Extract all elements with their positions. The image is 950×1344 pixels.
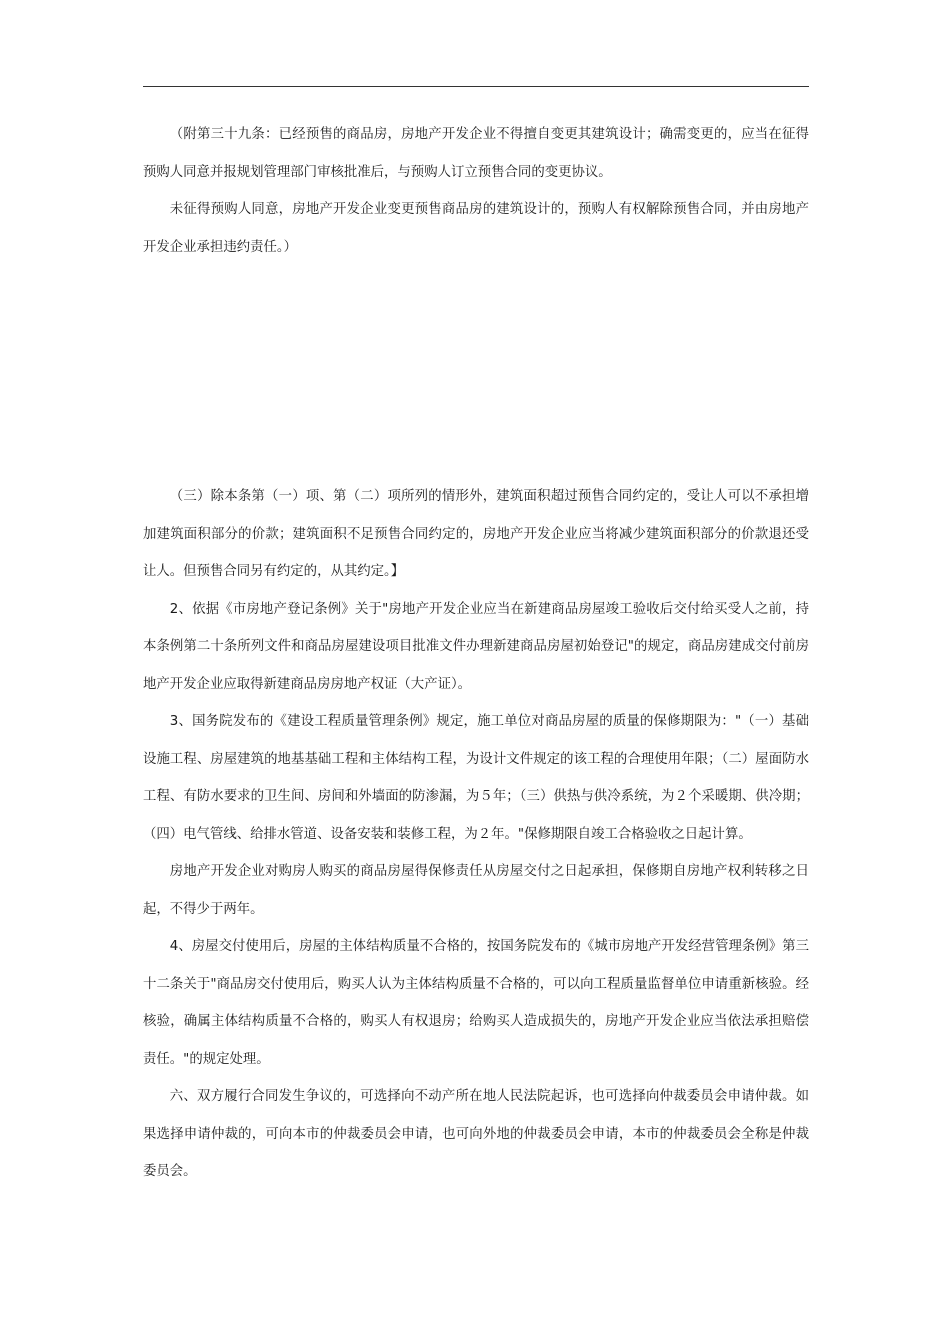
paragraph-clause-6: 六、双方履行合同发生争议的，可选择向不动产所在地人民法院起诉，也可选择向仲裁委员会申请仲裁。如果选择申请仲裁的，可向本市的仲裁委员会申请，也可向外地的仲裁委员会申请，本市的仲裁委员会全称是仲裁委员会。	[143, 1089, 809, 1179]
header-rule	[143, 86, 809, 87]
paragraph-article-39: （附第三十九条：已经预售的商品房，房地产开发企业不得擅自变更其建筑设计；确需变更的，应当在征得预购人同意并报规划管理部门审核批准后，与预购人订立预售合同的变更协议。	[143, 127, 809, 180]
article-39-note	[143, 116, 809, 266]
paragraph-warranty: 房地产开发企业对购房人购买的商品房屋得保修责任从房屋交付之日起承担，保修期自房地产权利转移之日起，不得少于两年。	[143, 864, 809, 917]
paragraph-article-39-consent: 未征得预购人同意，房地产开发企业变更预售商品房的建筑设计的，预购人有权解除预售合同，并由房地产开发企业承担违约责任。）	[143, 202, 809, 255]
contract-clauses	[143, 478, 809, 1191]
paragraph-clause-4: 4、房屋交付使用后，房屋的主体结构质量不合格的，按国务院发布的《城市房地产开发经营管理条例》第三十二条关于"商品房交付使用后，购买人认为主体结构质量不合格的，可以向工程质量监督单位申请重新核验。经核验，确属主体结构质量不合格的，购买人有权退房；给购买人造成损失的，房地产开发企业应当依法承担赔偿责任。"的规定处理。	[143, 939, 809, 1067]
paragraph-clause-2: 2、依据《市房地产登记条例》关于"房地产开发企业应当在新建商品房屋竣工验收后交付给买受人之前，持本条例第二十条所列文件和商品房屋建设项目批准文件办理新建商品房屋初始登记"的规定，商品房建成交付前房地产开发企业应取得新建商品房房地产权证（大产证）。	[143, 601, 809, 692]
paragraph-clause-3: 3、国务院发布的《建设工程质量管理条例》规定，施工单位对商品房屋的质量的保修期限为："（一）基础设施工程、房屋建筑的地基基础工程和主体结构工程，为设计文件规定的该工程的合理使用年限；（二）屋面防水工程、有防水要求的卫生间、房间和外墙面的防渗漏，为５年；（三）供热与供冷系统，为２个采暖期、供冷期；（四）电气管线、给排水管道、设备安装和装修工程，为２年。"保修期限自竣工合格验收之日起计算。	[143, 714, 809, 842]
paragraph-area-excess: （三）除本条第（一）项、第（二）项所列的情形外，建筑面积超过预售合同约定的，受让人可以不承担增加建筑面积部分的价款；建筑面积不足预售合同约定的，房地产开发企业应当将减少建筑面积部分的价款退还受让人。但预售合同另有约定的，从其约定。】	[143, 489, 809, 579]
